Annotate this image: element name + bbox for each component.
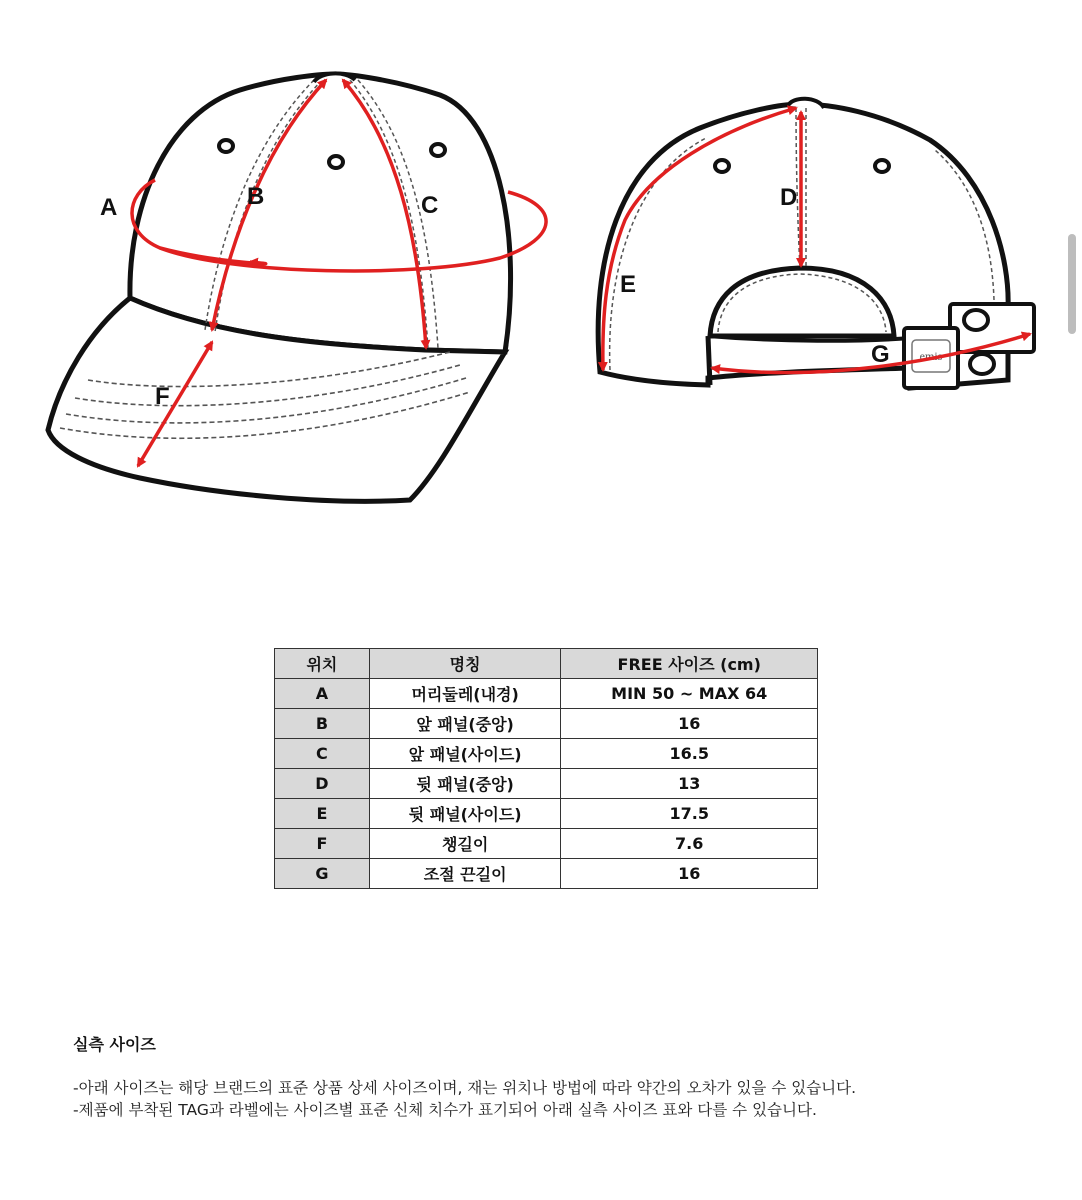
header-position: 위치 bbox=[275, 649, 370, 679]
cell-value: 13 bbox=[561, 769, 818, 799]
note-line: -제품에 부착된 TAG과 라벨에는 사이즈별 표준 신체 치수가 표기되어 아래 실측 사이즈 표와 다를 수 있습니다. bbox=[73, 1101, 817, 1119]
cell-position: B bbox=[275, 709, 370, 739]
label-c: C bbox=[421, 192, 439, 219]
cell-value: 16 bbox=[561, 709, 818, 739]
cell-name: 뒷 패널(사이드) bbox=[369, 799, 561, 829]
strap-logo: emis bbox=[919, 349, 943, 363]
table-row bbox=[275, 739, 818, 769]
label-d: D bbox=[780, 184, 798, 211]
cell-position: G bbox=[275, 859, 370, 889]
label-f: F bbox=[155, 383, 170, 410]
cell-position: C bbox=[275, 739, 370, 769]
label-a: A bbox=[100, 194, 118, 221]
front-cap-illustration bbox=[48, 73, 511, 501]
vertical-scrollbar[interactable] bbox=[1068, 234, 1076, 334]
cell-position: F bbox=[275, 829, 370, 859]
table-row bbox=[275, 799, 818, 829]
table-row bbox=[275, 709, 818, 739]
cell-name: 머리둘레(내경) bbox=[369, 679, 561, 709]
size-table bbox=[274, 648, 818, 889]
back-cap-illustration bbox=[598, 99, 1034, 388]
cell-value: 16 bbox=[561, 859, 818, 889]
cell-name: 뒷 패널(중앙) bbox=[369, 769, 561, 799]
cell-position: E bbox=[275, 799, 370, 829]
label-e: E bbox=[620, 271, 637, 298]
label-g: G bbox=[871, 341, 890, 368]
cell-value: MIN 50 ~ MAX 64 bbox=[561, 679, 818, 709]
table-row bbox=[275, 859, 818, 889]
note-line: -아래 사이즈는 해당 브랜드의 표준 상품 상세 사이즈이며, 재는 위치나 방법에 따라 약간의 오차가 있을 수 있습니다. bbox=[73, 1079, 857, 1097]
cell-value: 7.6 bbox=[561, 829, 818, 859]
cap-measurement-diagram bbox=[0, 0, 1082, 520]
cell-value: 17.5 bbox=[561, 799, 818, 829]
notes-title: 실측 사이즈 bbox=[73, 1035, 156, 1054]
cell-position: A bbox=[275, 679, 370, 709]
label-b: B bbox=[247, 183, 265, 210]
table-row bbox=[275, 829, 818, 859]
table-header-row bbox=[275, 649, 818, 679]
table-row bbox=[275, 679, 818, 709]
header-name: 명칭 bbox=[369, 649, 561, 679]
table-row bbox=[275, 769, 818, 799]
cell-name: 앞 패널(중앙) bbox=[369, 709, 561, 739]
cell-name: 앞 패널(사이드) bbox=[369, 739, 561, 769]
cell-name: 조절 끈길이 bbox=[369, 859, 561, 889]
measurement-notes bbox=[73, 1032, 856, 1121]
cell-value: 16.5 bbox=[561, 739, 818, 769]
cell-name: 챙길이 bbox=[369, 829, 561, 859]
cell-position: D bbox=[275, 769, 370, 799]
header-size: FREE 사이즈 (cm) bbox=[561, 649, 818, 679]
